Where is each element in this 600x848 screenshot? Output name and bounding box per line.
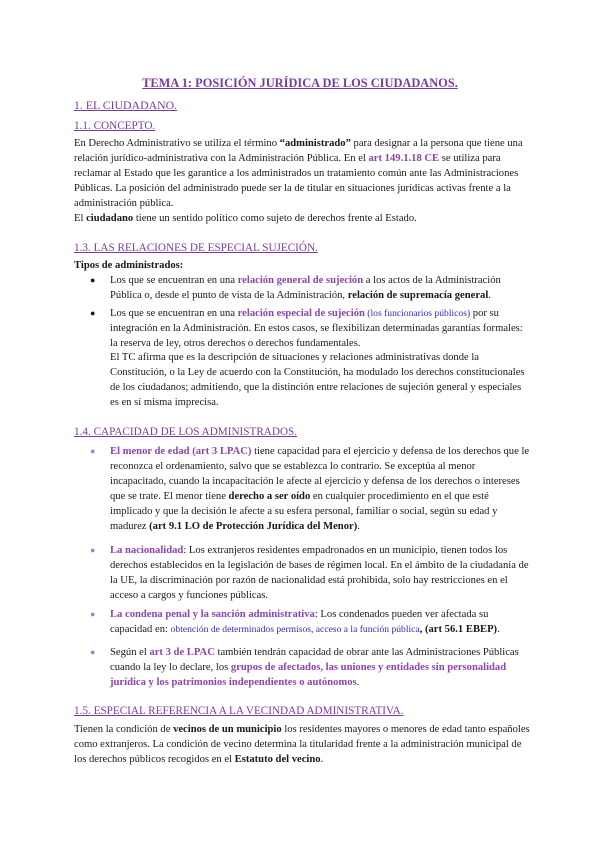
heading-concepto: 1.1. CONCEPTO. xyxy=(74,120,156,132)
bullet-icon: ● xyxy=(90,609,96,619)
paragraph-tc: El TC afirma que es la descripción de situaciones y relaciones administrativas donde la Constitución, o la Ley de acuerdo con la Constitución, ha modulado los derechos constitucionales de los ciudadanos; admitiendo, que la distinción entre relaciones de sujeción general y especiales es en sí misma imprecisa. xyxy=(110,352,525,408)
heading-vecindad: 1.5. ESPECIAL REFERENCIA A LA VECINDAD ADMINISTRATIVA. xyxy=(74,705,404,717)
heading-capacidad: 1.4. CAPACIDAD DE LOS ADMINISTRADOS. xyxy=(74,426,298,438)
bullet-icon: ● xyxy=(90,647,96,657)
tipos-label: Tipos de administrados: xyxy=(74,260,184,271)
paragraph-vecindad: Tienen la condición de vecinos de un municipio los residentes mayores o menores de edad tanto españoles como extranjeros. La condición de vecino determina la titularidad frente a la administración municipal de los derechos públicos recogidos en el Estatuto del vecino. xyxy=(74,724,530,765)
heading-ciudadano: 1. EL CIUDADANO. xyxy=(74,98,178,112)
list-item-art3-lpac: Según el art 3 de LPAC también tendrán capacidad de obrar ante las Administraciones Públicas cuando la ley lo declare, los grupos de afectados, las uniones y entidades sin personalidad jurídica y los patrimonios independientes o autónomos. xyxy=(110,647,519,688)
list-item-relacion-especial: Los que se encuentran en una relación especial de sujeción (los funcionarios públicos) por su integración en la Administración. En estos casos, se flexibilizan determinadas garantías formales: la reserva de ley, otros derechos o derechos fundamentales. xyxy=(110,308,523,349)
bullet-icon: ● xyxy=(90,308,96,318)
bullet-icon: ● xyxy=(90,275,96,285)
paragraph-ciudadano: El ciudadano tiene un sentido político como sujeto de derechos frente al Estado. xyxy=(74,213,417,224)
paragraph-concepto: En Derecho Administrativo se utiliza el término “administrado” para designar a la persona que tiene una relación jurídico-administrativa con la Administración Pública. En el art 149.1.18 CE se utiliza para reclamar al Estado que les garantice a los administrados un tratamiento común ante las Administraciones Públicas. La posición del administrado puede ser la de titular en situaciones jurídicas activas frente a la administración pública. xyxy=(74,138,523,209)
bullet-icon: ● xyxy=(90,545,96,555)
list-item-menor-edad: El menor de edad (art 3 LPAC) tiene capacidad para el ejercicio y defensa de los derechos que le reconozca el ordenamiento, salvo que se establezca lo contrario. Se exceptúa al menor incapacitado, cuando la incapacitación le afecte al ejercicio y defensa de los derechos o intereses que se trate. El menor tiene derecho a ser oído en cualquier procedimiento en el que esté implicado y que la decisión le afecte a su esfera personal, familiar o social, según su edad y madurez (art 9.1 LO de Protección Jurídica del Menor). xyxy=(110,446,530,532)
list-item-relacion-general: Los que se encuentran en una relación general de sujeción a los actos de la Administración Pública o, desde el punto de vista de la Administración, relación de supremacía general. xyxy=(110,275,501,301)
list-item-nacionalidad: La nacionalidad: Los extranjeros residentes empadronados en un municipio, tienen todos los derechos establecidos en la legislación de bases de régimen local. En el ámbito de la ciudadanía de la UE, la discriminación por razón de nacionalidad está prohibida, solo hay restricciones en el acceso a cargos y funciones públicas. xyxy=(110,545,529,601)
document-title: TEMA 1: POSICIÓN JURÍDICA DE LOS CIUDADANOS. xyxy=(142,76,458,90)
list-item-condena-penal: La condena penal y la sanción administrativa: Los condenados pueden ver afectada su capacidad en: obtención de determinados permisos, acceso a la función pública, (art 56.1 EBEP). xyxy=(110,609,500,635)
heading-relaciones: 1.3. LAS RELACIONES DE ESPECIAL SUJECIÓN. xyxy=(74,242,318,254)
bullet-icon: ● xyxy=(90,446,96,456)
